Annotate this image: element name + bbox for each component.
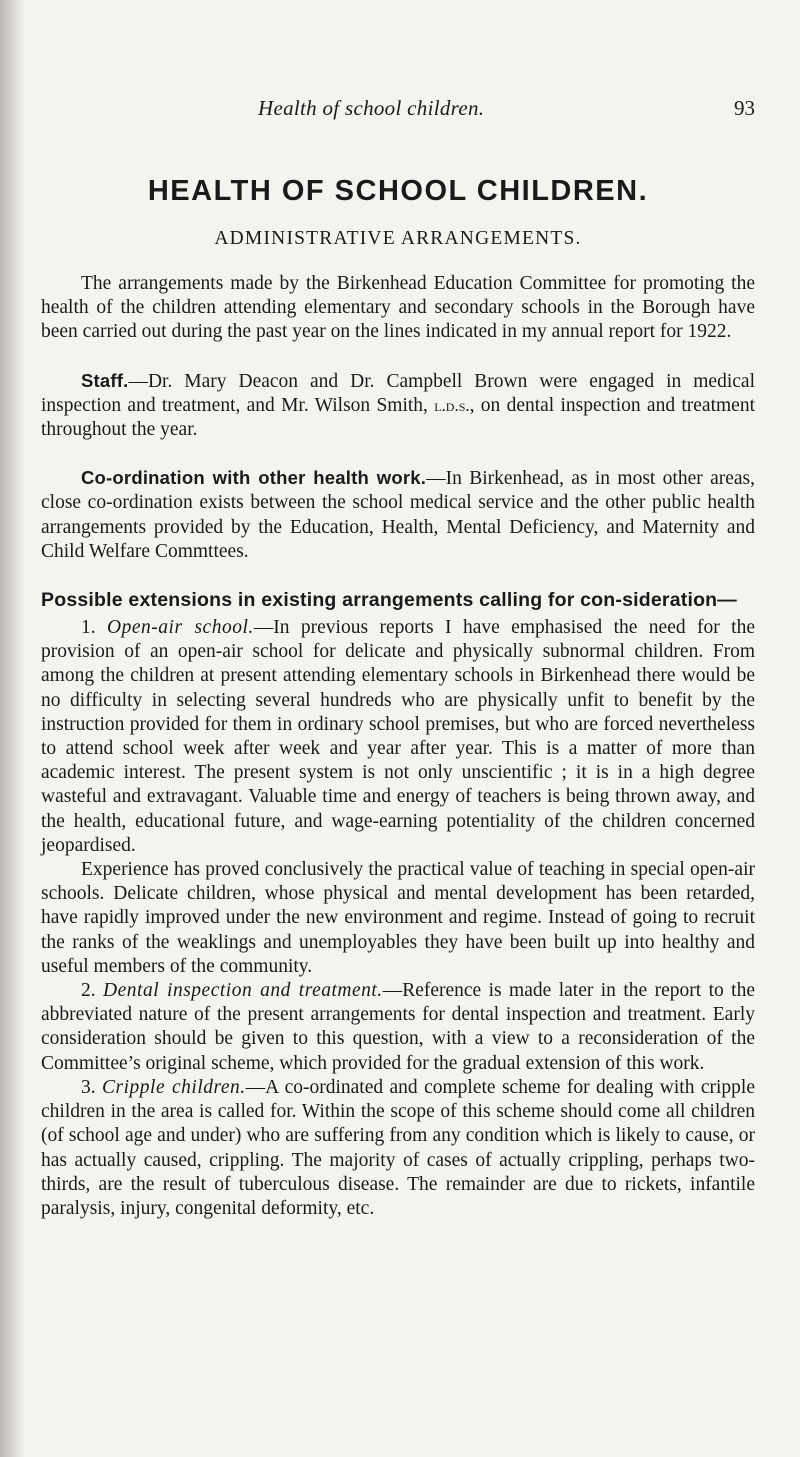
page-number: 93 (734, 96, 755, 120)
item-title-dental-inspection: Dental inspection and treatment. (103, 980, 383, 1002)
section-subtitle: ADMINISTRATIVE ARRANGEMENTS. (214, 228, 582, 249)
item-title-open-air-school: Open-air school. (107, 617, 254, 639)
coordination-heading: Co-ordination with other health work. (81, 467, 427, 489)
extensions-heading: Possible extensions in existing arrangements calling for con-sideration— (41, 589, 737, 612)
item-text-open-air-school: —In previous reports I have emphasised the need for the provision of an open-air school for delicate and physically subnormal children. From among the children at present attending elementary schools in Birkenhead there would be no difficulty in selecting several hundreds who are physically unfit to benefit by the instruction provided for them in ordinary school premises, but who are forced nevertheless to attend school week after week and year after year. This is a matter of more than academic interest. The present system is not only unscientific ; it is in a high degree wasteful and extravagant. Valuable time and energy of teachers is being thrown away, and the health, educational future, and wage-earning potentiality of the children concerned jeopardised. (41, 617, 756, 856)
coordination-text: —In Birkenhead, as in most other areas, close co-ordination exists between the school medical service and the other public health arrangements provided by the Education, Health, Mental Deficiency, and Maternity and Child Welfare Commttees. (41, 468, 755, 562)
item-text-dental-inspection: —Reference is made later in the report to the abbreviated nature of the present arrangements for dental inspection and treatment. Early consideration should be given to this question, with a view to a reconsideration of the Committee’s original scheme, which provided for the gradual extension of this work. (41, 980, 755, 1074)
item-number: 2. (81, 980, 96, 1002)
staff-text-before: —Dr. Mary Deacon and Dr. Campbell Brown were engaged in medical inspection and treatment, and Mr. Wilson Smith, (41, 370, 755, 416)
page-content (41, 174, 755, 1221)
item-number: 1. (81, 617, 96, 639)
item-title-cripple-children: Cripple children. (102, 1076, 246, 1098)
list-item-cripple-children (41, 1076, 755, 1221)
staff-heading: Staff. (81, 369, 129, 391)
main-title: HEALTH OF SCHOOL CHILDREN. (147, 175, 649, 207)
staff-text-after: , on dental inspection and treatment throughout the year. (41, 394, 755, 441)
item-text-cripple-children: —A co-ordinated and complete scheme for dealing with cripple children in the area is called for. Within the scope of this scheme should come all children (of school age and under) who are suffering from any condition which is likely to cause, or has actually caused, crippling. The majority of cases of actually crippling, perhaps two-thirds, are the result of tuberculous disease. The remainder are due to rickets, infantile paralysis, injury, congenital deformity, etc. (41, 1076, 755, 1219)
open-air-school-continuation: Experience has proved conclusively the practical value of teaching in special open-air schools. Delicate children, whose physical and mental development has been retarded, have rapidly improved under the new environment and regime. Instead of going to recruit the ranks of the weaklings and unemployables they have been built up into healthy and useful members of the community. (41, 859, 755, 977)
intro-paragraph: The arrangements made by the Birkenhead Education Committee for promoting the health of the children attending elementary and secondary schools in the Borough have been carried out during the past year on the lines indicated in my annual report for 1922. (41, 273, 755, 343)
running-title: Health of school children. (258, 96, 485, 120)
staff-qualification: l.d.s. (434, 395, 470, 415)
running-head (0, 96, 800, 128)
coordination-paragraph (41, 466, 755, 564)
list-item-dental-inspection (41, 979, 755, 1076)
page-spine-shadow (0, 0, 26, 1457)
list-item-open-air-school (41, 616, 755, 858)
item-number: 3. (81, 1076, 96, 1098)
staff-paragraph (41, 369, 755, 443)
